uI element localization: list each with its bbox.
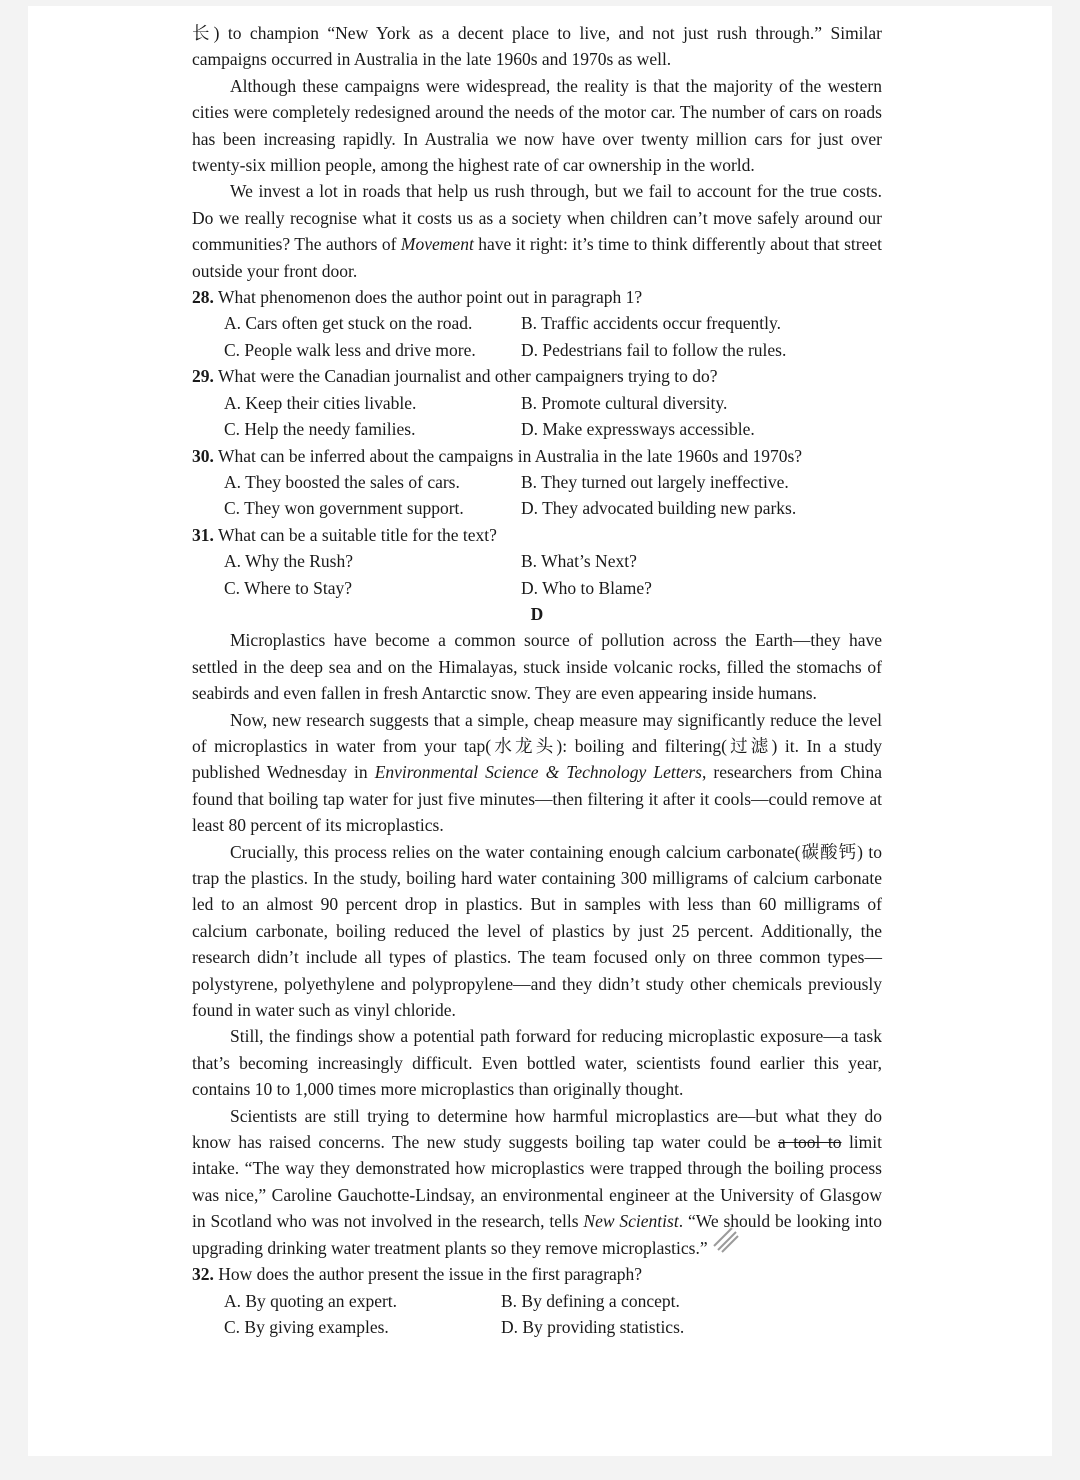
- option-c[interactable]: C. They won government support.: [224, 498, 464, 519]
- option-a[interactable]: A. Cars often get stuck on the road.: [224, 313, 473, 334]
- struck-through-text: a tool to: [777, 1132, 842, 1153]
- exam-page: [28, 6, 1052, 1456]
- question-text: What were the Canadian journalist and other campaigners trying to do?: [217, 366, 718, 387]
- option-d[interactable]: D. By providing statistics.: [501, 1316, 685, 1337]
- question-number: 29.: [192, 366, 214, 387]
- question-28: [192, 284, 882, 363]
- option-d[interactable]: D. Pedestrians fail to follow the rules.: [521, 339, 787, 360]
- question-number: 28.: [192, 287, 214, 308]
- option-c[interactable]: C. By giving examples.: [224, 1316, 389, 1337]
- paragraph-d-5-part-a: Scientists are still trying to determine how harmful microplastics are—but what they do know has raised concerns. The new study suggests boiling tap water could be: [192, 1105, 882, 1153]
- option-a[interactable]: A. They boosted the sales of cars.: [224, 471, 460, 492]
- question-text: How does the author present the issue in the first paragraph?: [218, 1264, 643, 1285]
- paragraph-d-5-part-c: . “We should be looking into upgrading drinking water treatment plants so they remove microplastics.”: [192, 1211, 883, 1258]
- question-text: What can be a suitable title for the text?: [217, 524, 497, 545]
- options: [192, 310, 882, 363]
- option-b[interactable]: B. Promote cultural diversity.: [521, 392, 728, 413]
- paragraph-c-3-part-b: have it right: it’s time to think differently about that street outside your front door.: [192, 234, 882, 281]
- paragraph-d-4: Still, the findings show a potential path forward for reducing microplastic exposure—a task that’s becoming increasingly difficult. Even bottled water, scientists found earlier this year, contains 10 to 1,000 times more microplastics than originally thought.: [192, 1026, 882, 1100]
- paragraph-d-5: [192, 1103, 882, 1261]
- watermark-stamp-icon: [708, 1222, 742, 1256]
- option-b[interactable]: B. What’s Next?: [521, 551, 637, 572]
- question-stem: [192, 522, 882, 548]
- option-c[interactable]: C. Help the needy families.: [224, 419, 416, 440]
- magazine-title: New Scientist: [583, 1211, 679, 1232]
- paragraph-d-5-part-b: limit intake. “The way they demonstrated how microplastics were trapped through the boiling process was nice,” Caroline Gauchotte-Lindsay, an environmental engineer at the University of Glasgow in Scotland who was not involved in the research, tells: [192, 1132, 882, 1232]
- option-a[interactable]: A. By quoting an expert.: [224, 1290, 398, 1311]
- option-d[interactable]: D. Make expressways accessible.: [521, 419, 755, 440]
- question-stem: [192, 443, 882, 469]
- section-heading-d: D: [530, 603, 544, 624]
- paragraph-c-3-part-a: We invest a lot in roads that help us rush through, but we fail to account for the true costs. Do we really recognise what it costs us as a society when children can’t move safely around our communities? The authors of: [192, 181, 882, 255]
- options: [192, 390, 882, 443]
- question-stem: [192, 1261, 882, 1287]
- paragraph-d-3: Crucially, this process relies on the water containing enough calcium carbonate(碳酸钙) to trap the plastics. In the study, boiling hard water containing 300 milligrams of calcium carbonate led to an almost 90 percent drop in plastics. But in samples with less than 60 milligrams of calcium carbonate, boiling reduced the level of plastics by just 25 percent. Additionally, the research didn’t include all types of plastics. The team focused only on three common types—polystyrene, polyethylene and polypropylene—and they didn’t study other chemicals previously found in water such as vinyl chloride.: [192, 841, 882, 1021]
- question-stem: [192, 284, 882, 310]
- paragraph-d-2: [192, 707, 882, 839]
- journal-title: Environmental Science & Technology Letters: [374, 762, 702, 783]
- question-number: 31.: [192, 524, 214, 545]
- option-c[interactable]: C. People walk less and drive more.: [224, 339, 476, 360]
- paragraph-d-2-part-b: , researchers from China found that boiling tap water for just five minutes—then filtering it after it cools—could remove at least 80 percent of its microplastics.: [192, 762, 882, 836]
- question-31: [192, 522, 882, 601]
- question-stem: [192, 363, 882, 389]
- option-a[interactable]: A. Why the Rush?: [224, 551, 353, 572]
- options: [192, 548, 882, 601]
- paragraph-c-1: 长) to champion “New York as a decent place to live, and not just rush through.” Similar campaigns occurred in Australia in the late 1960s and 1970s as well.: [192, 23, 882, 70]
- page-content: [192, 20, 882, 1340]
- option-b[interactable]: B. By defining a concept.: [501, 1290, 680, 1311]
- question-text: What can be inferred about the campaigns in Australia in the late 1960s and 1970s?: [217, 445, 803, 466]
- option-c[interactable]: C. Where to Stay?: [224, 577, 352, 598]
- question-number: 30.: [192, 445, 214, 466]
- question-32: [192, 1261, 882, 1340]
- question-text: What phenomenon does the author point out in paragraph 1?: [217, 287, 643, 308]
- question-number: 32.: [192, 1264, 214, 1285]
- option-d[interactable]: D. Who to Blame?: [521, 577, 652, 598]
- paragraph-c-2: Although these campaigns were widespread, the reality is that the majority of the western cities were completely redesigned around the needs of the motor car. The number of cars on roads has been increasing rapidly. In Australia we now have over twenty million cars for just over twenty-six million people, among the highest rate of car ownership in the world.: [192, 75, 882, 176]
- option-b[interactable]: B. They turned out largely ineffective.: [521, 471, 789, 492]
- paragraph-c-3: [192, 178, 882, 284]
- question-29: [192, 363, 882, 442]
- option-b[interactable]: B. Traffic accidents occur frequently.: [521, 313, 781, 334]
- book-title-movement: Movement: [400, 234, 474, 255]
- paragraph-d-1: Microplastics have become a common source of pollution across the Earth—they have settled in the deep sea and on the Himalayas, stuck inside volcanic rocks, filled the stomachs of seabirds and even fallen in fresh Antarctic snow. They are even appearing inside humans.: [192, 630, 882, 704]
- options: [192, 1288, 882, 1341]
- option-d[interactable]: D. They advocated building new parks.: [521, 498, 797, 519]
- options: [192, 469, 882, 522]
- question-30: [192, 443, 882, 522]
- option-a[interactable]: A. Keep their cities livable.: [224, 392, 417, 413]
- paragraph-d-2-part-a: Now, new research suggests that a simple, cheap measure may significantly reduce the level of microplastics in water from your tap(水龙头): boiling and filtering(过滤) it. In a study published Wednesday in: [192, 709, 882, 783]
